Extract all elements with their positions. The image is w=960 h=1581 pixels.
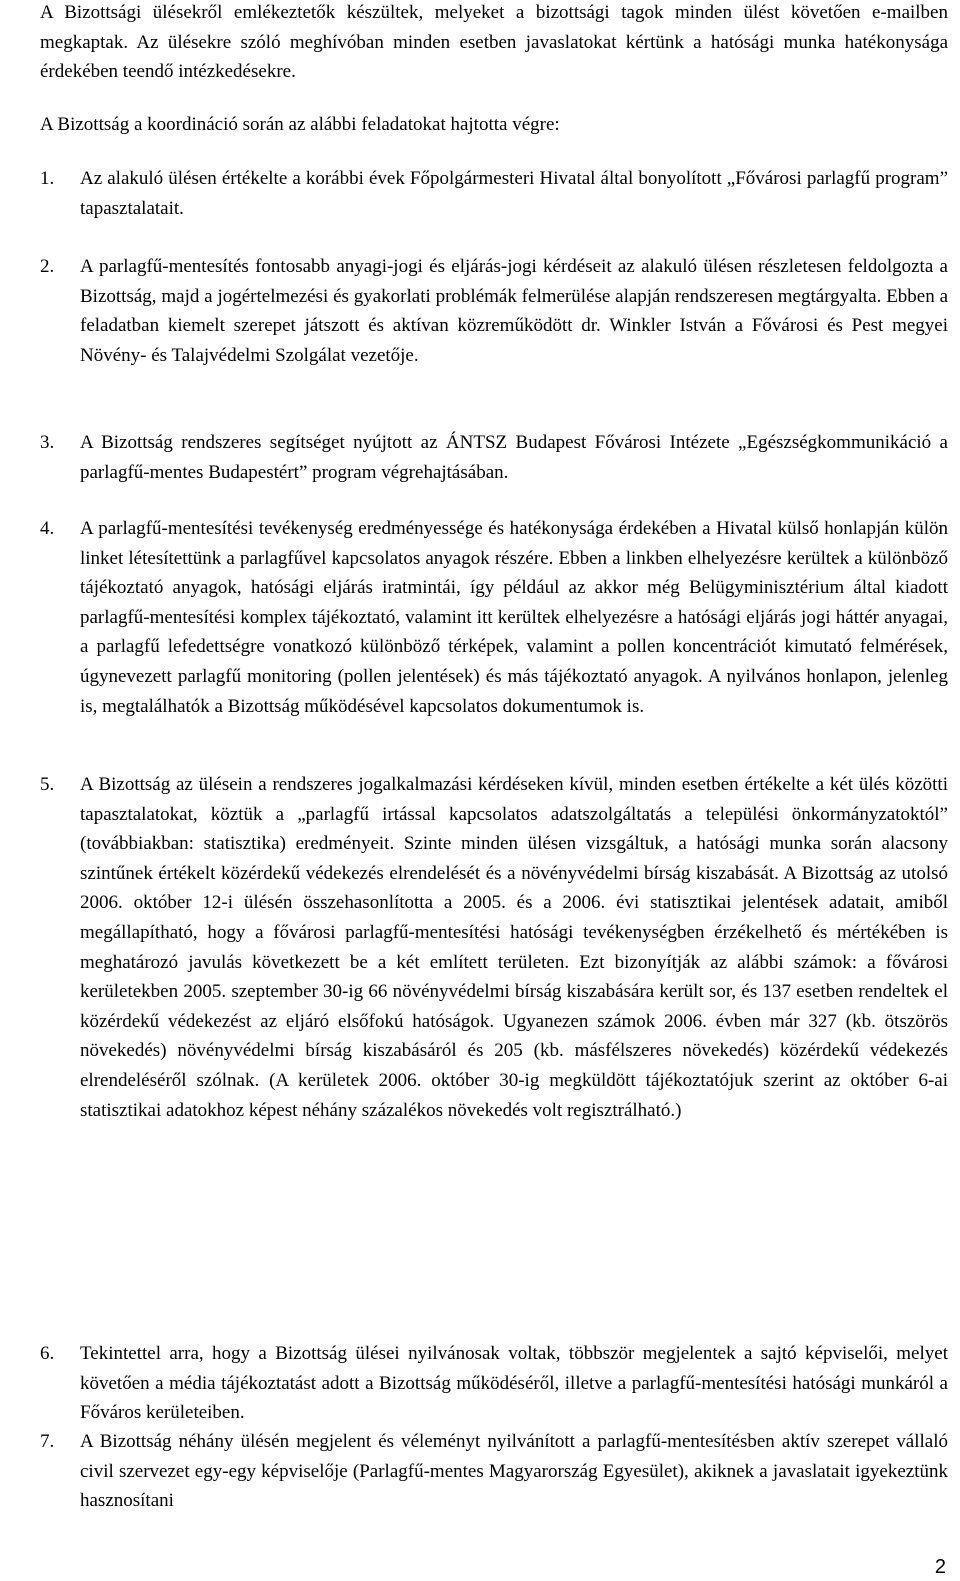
list-item-number: 3. xyxy=(40,432,55,453)
list-item xyxy=(40,252,948,370)
list-item-number: 4. xyxy=(40,518,55,539)
list-item-text: Tekintettel arra, hogy a Bizottság ülései nyilvánosak voltak, többször megjelentek a sajtó képviselői, melyet követően a média tájékoztatást adott a Bizottság működéséről, illetve a parlagfű-mentesítési hatósági munkáról a Főváros kerületeiben. xyxy=(80,1343,948,1424)
list-item-number: 1. xyxy=(40,168,55,189)
list-item-text: Az alakuló ülésen értékelte a korábbi évek Főpolgármesteri Hivatal által bonyolított „Fővárosi parlagfű program” tapasztalatait. xyxy=(80,168,948,219)
list-item-text: A Bizottság rendszeres segítséget nyújtott az ÁNTSZ Budapest Fővárosi Intézete „Egészségkommunikáció a parlagfű-mentes Budapestért” program végrehajtásában. xyxy=(80,432,948,483)
list-item xyxy=(40,428,948,487)
intro-paragraph: A Bizottsági ülésekről emlékeztetők készültek, melyeket a bizottsági tagok minden ülést követően e-mailben megkaptak. Az ülésekre szóló meghívóban minden esetben javaslatokat kértünk a hatósági munka hatékonysága érdekében teendő intézkedésekre. xyxy=(40,2,948,83)
list-item-text: A parlagfű-mentesítés fontosabb anyagi-jogi és eljárás-jogi kérdéseit az alakuló ülésen részletesen feldolgozta a Bizottság, majd a jogértelmezési és gyakorlati problémák felmerülése alapján rendszeresen megtárgyalta. Ebben a feladatban kiemelt szerepet játszott és aktívan közreműködött dr. Winkler István a Fővárosi és Pest megyei Növény- és Talajvédelmi Szolgálat vezetője. xyxy=(80,256,948,366)
list-item-text: A Bizottság néhány ülésén megjelent és véleményt nyilvánított a parlagfű-mentesítésben aktív szerepet vállaló civil szervezet egy-egy képviselője (Parlagfű-mentes Magyarország Egyesület), akiknek a javaslatait igyekeztünk hasznosítani xyxy=(80,1431,948,1512)
list-item-number: 6. xyxy=(40,1343,55,1364)
list-item xyxy=(40,514,948,721)
list-item xyxy=(40,770,948,1125)
list-item xyxy=(40,1427,948,1516)
list-item-number: 2. xyxy=(40,256,55,277)
list-item xyxy=(40,1339,948,1428)
list-item-text: A parlagfű-mentesítési tevékenység eredményessége és hatékonysága érdekében a Hivatal külső honlapján külön linket létesítettünk a parlagfűvel kapcsolatos anyagok részére. Ebben a linkben elhelyezésre kerültek a különböző tájékoztató anyagok, hatósági eljárás iratmintái, így például az akkor még Belügyminisztérium által kiadott parlagfű-mentesítési komplex tájékoztató, valamint itt kerültek elhelyezésre a hatósági eljárás jogi háttér anyagai, a parlagfű lefedettségre vonatkozó különböző térképek, valamint a pollen koncentrációt kimutató felmérések, úgynevezett parlagfű monitoring (pollen jelentések) és más tájékoztató anyagok. A nyilvános honlapon, jelenleg is, megtalálhatók a Bizottság működésével kapcsolatos dokumentumok is. xyxy=(80,518,948,717)
page-number: 2 xyxy=(934,1556,946,1578)
lead-paragraph: A Bizottság a koordináció során az alábbi feladatokat hajtotta végre: xyxy=(40,114,560,135)
list-item-text: A Bizottság az ülésein a rendszeres jogalkalmazási kérdéseken kívül, minden esetben értékelte a két ülés közötti tapasztalatokat, köztük a „parlagfű irtással kapcsolatos adatszolgáltatás a települési önkormányzatoktól” (továbbiakban: statisztika) eredményeit. Szinte minden ülésen vizsgáltuk, a hatósági munka során alacsony szintűnek értékelt közérdekű védekezés elrendelését és a növényvédelmi bírság kiszabását. A Bizottság az utolsó 2006. október 12-i ülésén összehasonlította a 2005. és a 2006. évi statisztikai jelentések adatait, amiből megállapítható, hogy a fővárosi parlagfű-mentesítési hatósági tevékenységben érzékelhető és mértékében is meghatározó javulás következett be a két említett területen. Ezt bizonyítják az alábbi számok: a fővárosi kerületekben 2005. szeptember 30-ig 66 növényvédelmi bírság kiszabására került sor, és 137 esetben rendeltek el közérdekű védekezést az eljáró elsőfokú hatóságok. Ugyanezen számok 2006. évben már 327 (kb. ötszörös növekedés) növényvédelmi bírság kiszabásáról és 205 (kb. másfélszeres növekedés) közérdekű védekezés elrendeléséről szólnak. (A kerületek 2006. október 30-ig megküldött tájékoztatójuk szerint az október 6-ai statisztikai adatokhoz képest néhány százalékos növekedés volt regisztrálható.) xyxy=(80,774,948,1121)
list-item xyxy=(40,164,948,223)
list-item-number: 7. xyxy=(40,1431,55,1452)
list-item-number: 5. xyxy=(40,774,55,795)
